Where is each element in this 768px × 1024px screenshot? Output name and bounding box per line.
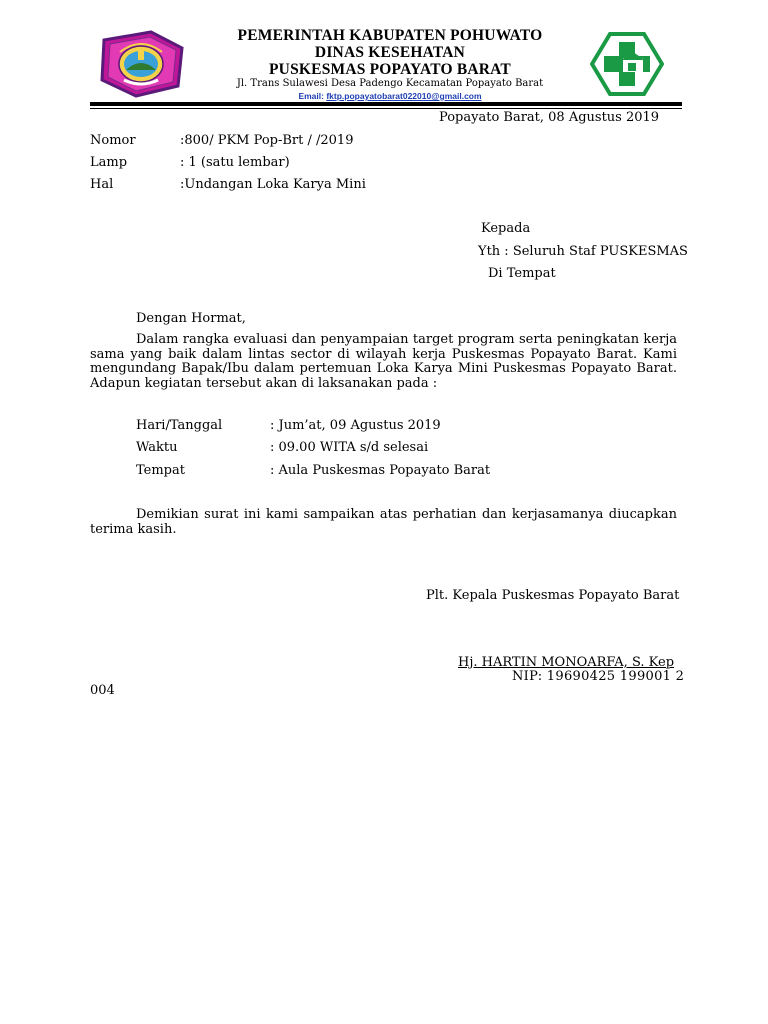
email-link[interactable]: fktp.popayatobarat022010@gmail.com [326,91,482,101]
meta-value-hal: :Undangan Loka Karya Mini [180,177,366,192]
puskesmas-logo-icon [590,32,664,96]
body-paragraph: Dalam rangka evaluasi dan penyampaian target program serta peningkatan kerja sama yang baik dalam lintas sector di wilayah kerja Puskesmas Popayato Barat. Kami mengundang Bapak/Ibu dalam pertemuan Loka Karya Mini Puskesmas Popayato Barat. Adapun kegiatan tersebut akan di laksanakan pada : [90,332,677,391]
header-department: DINAS KESEHATAN [314,44,466,61]
signature-title: Plt. Kepala Puskesmas Popayato Barat [426,588,680,603]
schedule-value-date: : Jum’at, 09 Agustus 2019 [270,418,441,433]
schedule-label-time: Waktu [136,440,178,455]
header-divider-thin [90,108,682,109]
header-email-line [180,91,600,101]
schedule-value-time: : 09.00 WITA s/d selesai [270,440,429,455]
signature-nip-continuation: 004 [90,683,115,698]
email-label: Email: [298,91,324,101]
salutation: Dengan Hormat, [136,311,246,326]
header-institution: PUSKESMAS POPAYATO BARAT [269,61,511,78]
meta-label-nomor: Nomor [90,133,136,148]
signature-nip: NIP: 19690425 199001 2 [512,669,685,684]
recipient-kepada: Kepada [481,221,531,236]
meta-value-lamp: : 1 (satu lembar) [180,155,290,170]
schedule-label-date: Hari/Tanggal [136,418,223,433]
header-government: PEMERINTAH KABUPATEN POHUWATO [237,27,543,44]
meta-label-lamp: Lamp [90,155,128,170]
schedule-value-place: : Aula Puskesmas Popayato Barat [270,463,491,478]
recipient-yth: Yth : Seluruh Staf PUSKESMAS [478,244,688,259]
closing-paragraph: Demikian surat ini kami sampaikan atas perhatian dan kerjasamanya diucapkan terima kasih. [90,507,677,537]
meta-value-nomor: :800/ PKM Pop-Brt / /2019 [180,133,354,148]
regency-emblem-icon [96,28,186,98]
meta-label-hal: Hal [90,177,114,192]
header-divider-thick [90,102,682,106]
place-date: Popayato Barat, 08 Agustus 2019 [439,110,660,125]
schedule-label-place: Tempat [136,463,185,478]
header-address: Jl. Trans Sulawesi Desa Padengo Kecamatan Popayato Barat [236,78,544,89]
recipient-di-tempat: Di Tempat [488,266,556,281]
signature-name: Hj. HARTIN MONOARFA, S. Kep [458,655,675,670]
